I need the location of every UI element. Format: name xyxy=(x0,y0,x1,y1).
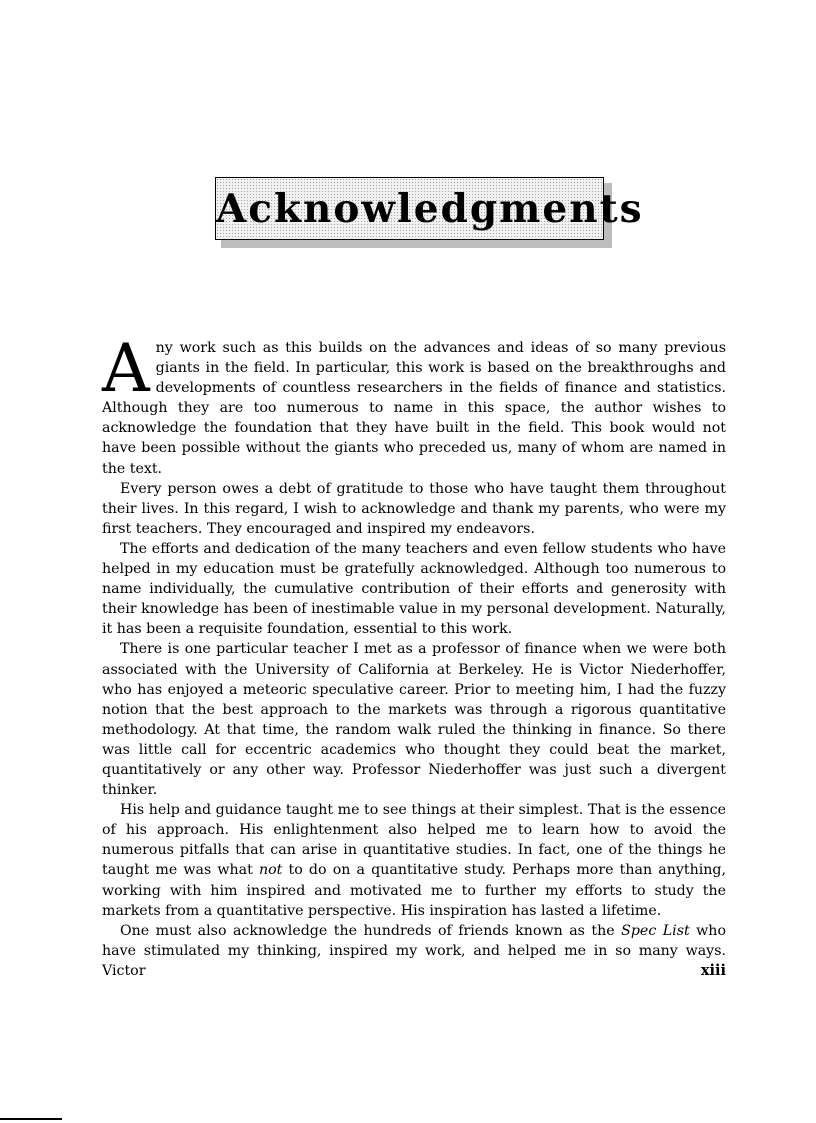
emphasis-spec-list: Spec List xyxy=(621,922,690,939)
chapter-title-box xyxy=(215,177,644,240)
paragraph-5 xyxy=(102,800,726,921)
drop-cap: A xyxy=(102,330,150,407)
paragraph-1 xyxy=(102,330,726,479)
paragraph-3: The efforts and dedication of the many teachers and even fellow students who have helped in my education must be gratefully acknowledged. Although too numerous to name individually, the cumulative contribution of their efforts and generosity with their knowledge has been of inestimable value in my personal development. Naturally, it has been a requisite foundation, essential to this work. xyxy=(102,540,726,638)
body-text xyxy=(102,330,726,981)
paragraph-5-part-a: His help and guidance taught me to see things at their simplest. That is the essence of his approach. His enlightenment also helped me to learn how to avoid the numerous pitfalls that can arise in quantitative studies. In fact, one of the things he taught me was what xyxy=(102,802,726,879)
paragraph-2: Every person owes a debt of gratitude to those who have taught them throughout their lives. In this regard, I wish to acknowledge and thank my parents, who were my first teachers. They encouraged and inspired my endeavors. xyxy=(102,480,726,537)
footer-rule xyxy=(0,1118,62,1120)
emphasis-not: not xyxy=(259,862,283,879)
paragraph-1-text: ny work such as this builds on the advances and ideas of so many previous giants in the field. In particular, this work is based on the breakthroughs and developments of countless researchers in the fields of finance and statistics. Although they are too numerous to name in this space, the author wishes to acknowledge the foundation that they have built in the field. This book would not have been possible without the giants who preceded us, many of whom are named in the text. xyxy=(102,340,726,477)
paragraph-6-part-b: who have stimulated my thinking, inspired my work, and helped me in so many ways. Victor xyxy=(102,922,726,979)
page-number: xiii xyxy=(700,962,726,979)
paragraph-6 xyxy=(102,921,726,981)
chapter-title: Acknowledgments xyxy=(216,186,644,232)
paragraph-5-part-b: to do on a quantitative study. Perhaps more than anything, working with him inspired and motivated me to further my efforts to study the markets from a quantitative perspective. His inspiration has lasted a lifetime. xyxy=(102,862,726,919)
paragraph-6-part-a: One must also acknowledge the hundreds of friends known as the xyxy=(120,922,622,939)
paragraph-4: There is one particular teacher I met as a professor of finance when we were both associated with the University of California at Berkeley. He is Victor Niederhoffer, who has enjoyed a meteoric speculative career. Prior to meeting him, I had the fuzzy notion that the best approach to the markets was through a rigorous quantitative methodology. At that time, the random walk ruled the thinking in finance. So there was little call for eccentric academics who thought they could beat the market, quantitatively or any other way. Professor Niederhoffer was just such a divergent thinker. xyxy=(102,641,726,799)
